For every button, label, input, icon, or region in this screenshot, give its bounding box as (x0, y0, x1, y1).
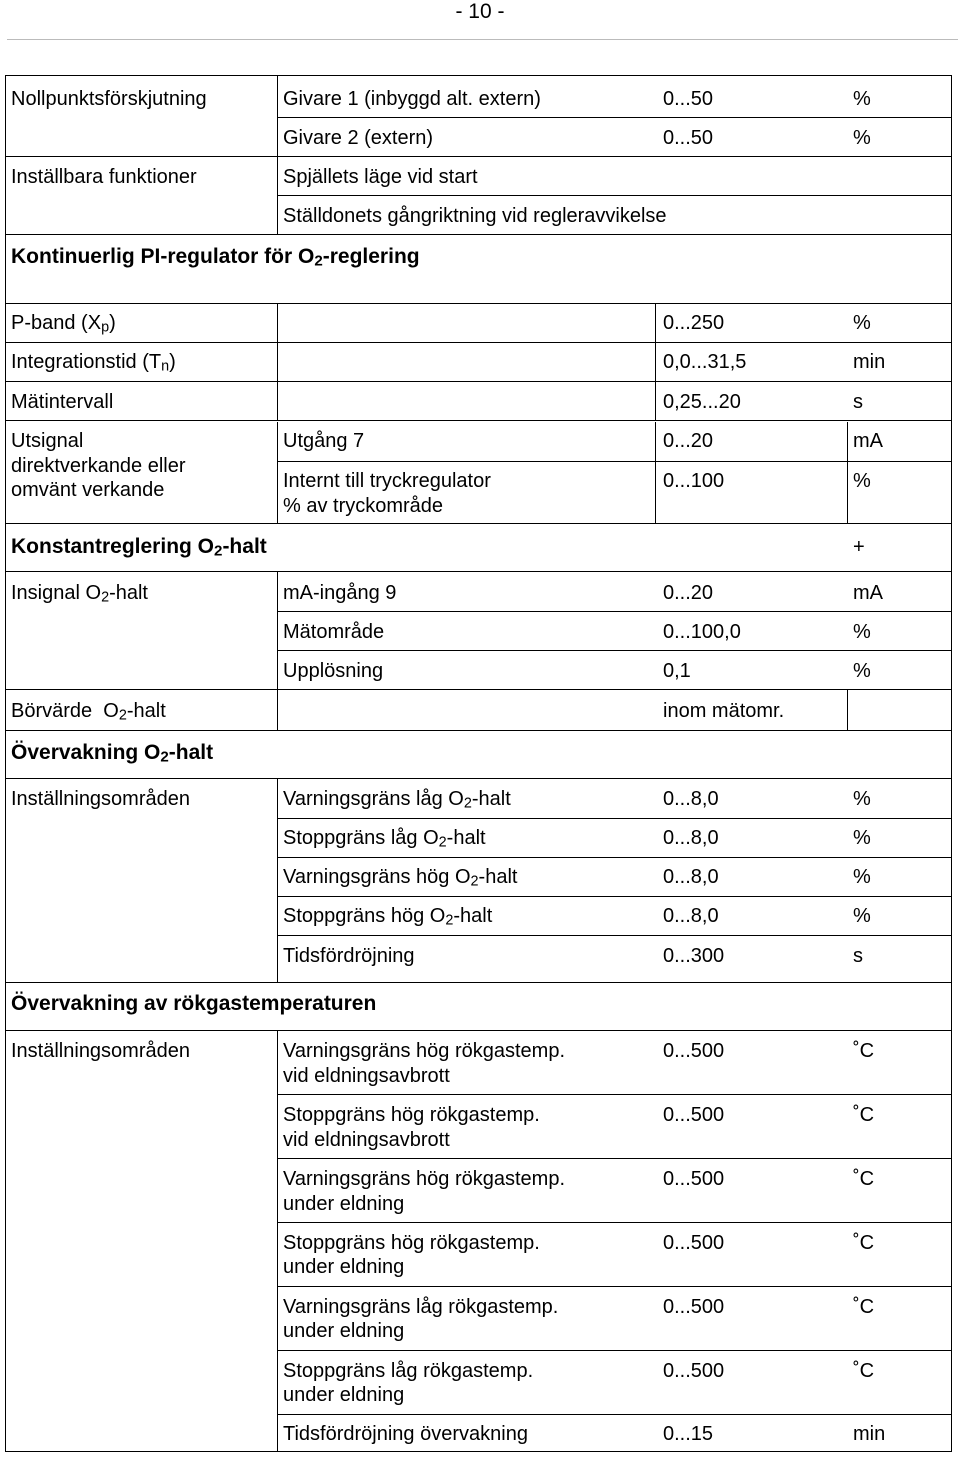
row-range: 0...500 (663, 1040, 725, 1062)
row-unit: % (853, 788, 871, 810)
table-divider (277, 422, 278, 523)
row-parameter: % av tryckområde (283, 495, 444, 517)
row-parameter: Stoppgräns låg $O_2$-halt (283, 827, 486, 851)
row-range: 0...500 (663, 1232, 725, 1254)
table-divider (278, 117, 951, 118)
row-parameter: under eldning (283, 1320, 405, 1342)
table-divider (278, 650, 951, 651)
row-unit: mA (853, 582, 883, 604)
table-divider (6, 571, 951, 572)
row-unit: ˚C (853, 1040, 875, 1062)
table-divider (278, 896, 951, 897)
row-label: omvänt verkande (11, 479, 165, 501)
section-heading: Övervakning $O_2$-halt (11, 741, 214, 766)
row-unit: min (853, 351, 886, 373)
row-parameter: under eldning (283, 1256, 405, 1278)
row-unit: mA (853, 430, 883, 452)
row-label: Mätintervall (11, 391, 114, 413)
row-range: 0...15 (663, 1423, 714, 1445)
row-parameter: Mätområde (283, 621, 385, 643)
table-divider (6, 342, 951, 343)
row-parameter: Givare 2 (extern) (283, 127, 434, 149)
table-divider (278, 935, 951, 936)
row-unit: ˚C (853, 1232, 875, 1254)
table-divider (847, 422, 848, 523)
row-parameter: under eldning (283, 1193, 405, 1215)
table-divider (278, 857, 951, 858)
table-divider (6, 156, 951, 157)
row-unit: % (853, 905, 871, 927)
row-label: Inställbara funktioner (11, 166, 197, 188)
row-unit: s (853, 391, 863, 413)
section-heading: Övervakning av rökgastemperaturen (11, 992, 377, 1015)
table-divider (277, 572, 278, 730)
row-range: 0...300 (663, 945, 725, 967)
table-divider (6, 303, 951, 304)
table-divider (655, 422, 656, 523)
row-parameter: Varningsgräns hög rökgastemp. (283, 1040, 566, 1062)
table-divider (6, 234, 951, 235)
row-unit: ˚C (853, 1168, 875, 1190)
row-label: direktverkande eller (11, 455, 186, 477)
row-parameter: Stoppgräns hög rökgastemp. (283, 1104, 540, 1126)
section-heading: Konstantreglering $O_2$-halt (11, 535, 267, 560)
row-label: Inställningsområden (11, 788, 190, 810)
table-divider (6, 1030, 951, 1031)
row-label: Insignal $O_2$-halt (11, 582, 148, 606)
table-divider (277, 779, 278, 982)
row-range: 0...8,0 (663, 827, 719, 849)
table-divider (278, 1286, 951, 1287)
row-unit: % (853, 621, 871, 643)
table-divider (847, 690, 848, 730)
row-range: 0,25...20 (663, 391, 741, 413)
row-range: 0...250 (663, 312, 725, 334)
row-parameter: Stoppgräns hög $O_2$-halt (283, 905, 493, 929)
row-label: Integrationstid $(T_n)$ (11, 351, 176, 375)
row-parameter: Varningsgräns låg rökgastemp. (283, 1296, 559, 1318)
table-divider (6, 381, 951, 382)
row-range: 0...50 (663, 127, 714, 149)
row-range: 0...8,0 (663, 788, 719, 810)
row-range: inom mätomr. (663, 700, 785, 722)
table-divider (278, 195, 951, 196)
row-parameter: vid eldningsavbrott (283, 1065, 450, 1087)
page-number: - 10 - (455, 0, 505, 23)
table-divider (278, 1158, 951, 1159)
row-range: 0...500 (663, 1296, 725, 1318)
table-divider (6, 523, 951, 524)
row-range: 0...8,0 (663, 905, 719, 927)
row-parameter: Varningsgräns hög $O_2$-halt (283, 866, 518, 890)
row-parameter: Varningsgräns låg $O_2$-halt (283, 788, 511, 812)
row-unit: ˚C (853, 1296, 875, 1318)
row-parameter: Tidsfördröjning (283, 945, 415, 967)
section-heading: Kontinuerlig PI-regulator för $O_2$-reglering (11, 245, 420, 270)
row-range: 0...500 (663, 1360, 725, 1382)
table-divider (278, 1222, 951, 1223)
table-divider (278, 1350, 951, 1351)
row-parameter: Varningsgräns hög rökgastemp. (283, 1168, 566, 1190)
row-parameter: Upplösning (283, 660, 384, 682)
row-parameter: under eldning (283, 1384, 405, 1406)
row-range: 0...20 (663, 582, 714, 604)
row-range: 0...20 (663, 430, 714, 452)
table-divider (278, 818, 951, 819)
row-parameter: Stoppgräns låg rökgastemp. (283, 1360, 534, 1382)
row-unit: ˚C (853, 1360, 875, 1382)
row-unit: s (853, 945, 863, 967)
row-unit: ˚C (853, 1104, 875, 1126)
row-range: 0,0...31,5 (663, 351, 747, 373)
row-parameter: Ställdonets gångriktning vid regleravvikelse (283, 205, 667, 227)
table-divider (278, 611, 951, 612)
table-divider (6, 778, 951, 779)
row-parameter: Tidsfördröjning övervakning (283, 1423, 528, 1445)
row-unit: min (853, 1423, 886, 1445)
row-unit: % (853, 88, 871, 110)
row-range: 0,1 (663, 660, 691, 682)
row-parameter: Internt till tryckregulator (283, 470, 491, 492)
row-unit: % (853, 312, 871, 334)
table-divider (277, 304, 278, 420)
row-parameter: mA-ingång 9 (283, 582, 397, 604)
table-divider (655, 304, 656, 420)
row-label: Inställningsområden (11, 1040, 190, 1062)
row-parameter: Stoppgräns hög rökgastemp. (283, 1232, 540, 1254)
row-range: 0...100,0 (663, 621, 741, 643)
row-parameter: Utgång 7 (283, 430, 365, 452)
table-divider (278, 1094, 951, 1095)
row-range: 0...8,0 (663, 866, 719, 888)
row-parameter: Givare 1 (inbyggd alt. extern) (283, 88, 541, 110)
row-label: Nollpunktsförskjutning (11, 88, 207, 110)
row-parameter: vid eldningsavbrott (283, 1129, 450, 1151)
row-range: 0...500 (663, 1104, 725, 1126)
row-label: P-band $(X_p)$ (11, 312, 116, 336)
table-divider (278, 1414, 951, 1415)
row-unit: % (853, 470, 871, 492)
row-unit: % (853, 866, 871, 888)
row-label: Utsignal (11, 430, 84, 452)
row-range: 0...50 (663, 88, 714, 110)
header-rule (7, 39, 958, 40)
row-unit: % (853, 827, 871, 849)
table-divider (6, 689, 951, 690)
table-divider (6, 730, 951, 731)
row-unit: % (853, 127, 871, 149)
table-divider (278, 461, 951, 462)
row-parameter: Spjällets läge vid start (283, 166, 478, 188)
table-divider (277, 76, 278, 234)
row-label: Börvärde $O_2$-halt (11, 700, 166, 724)
table-divider (6, 982, 951, 983)
row-unit: % (853, 660, 871, 682)
row-range: 0...500 (663, 1168, 725, 1190)
table-divider (6, 420, 951, 421)
row-range: 0...100 (663, 470, 725, 492)
row-unit: + (853, 536, 865, 558)
